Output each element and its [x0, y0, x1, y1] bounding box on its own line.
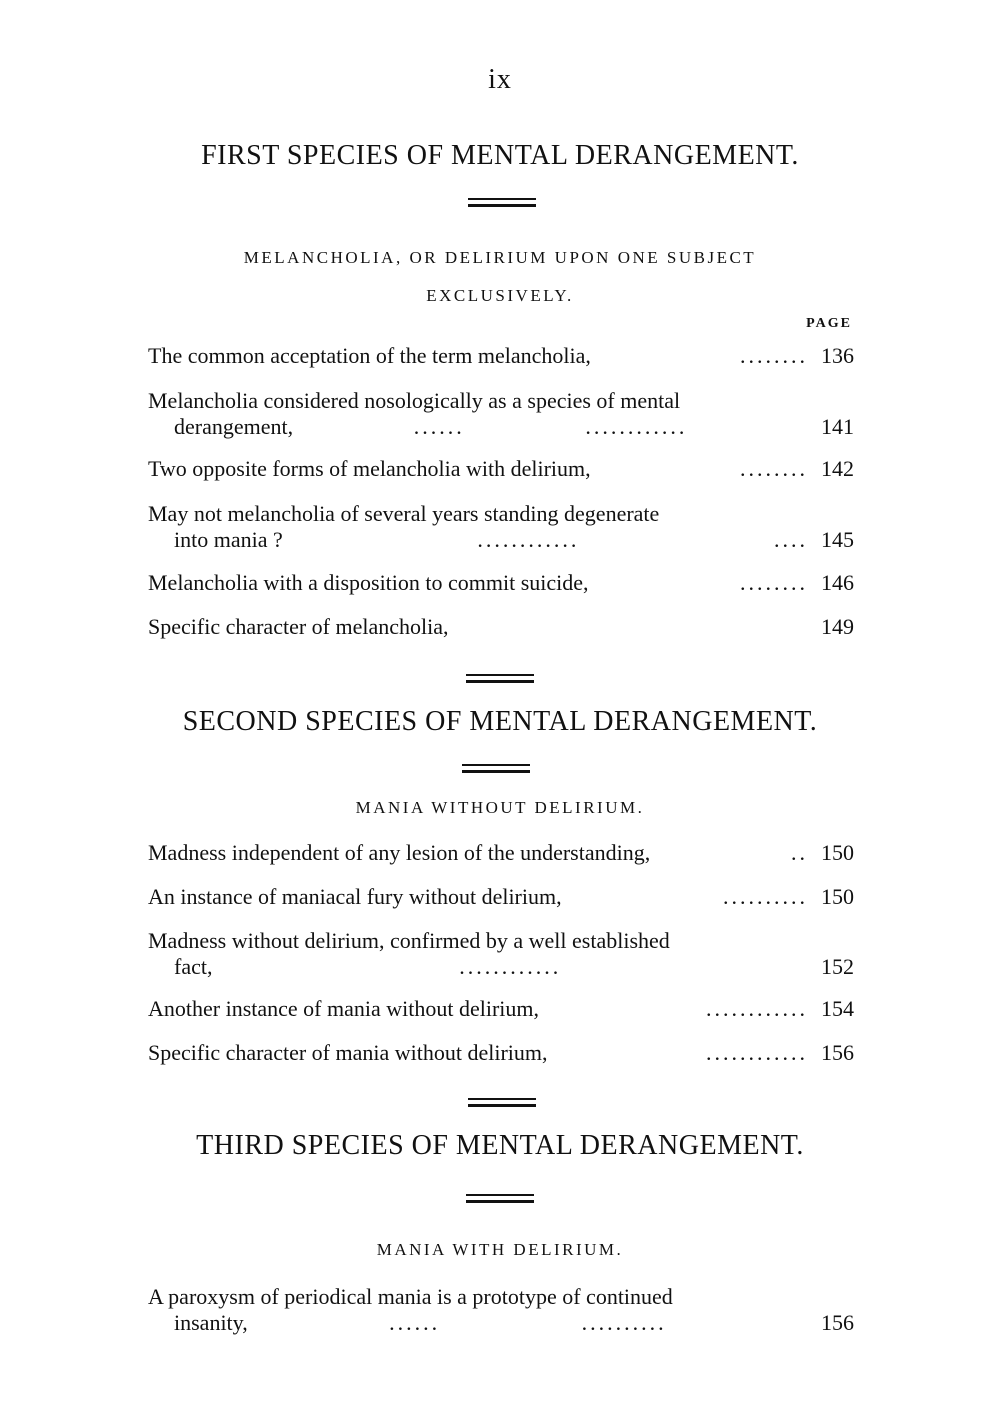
toc-entry	[148, 1284, 854, 1336]
entry-page-number: 146	[821, 570, 854, 595]
toc-entry	[148, 840, 854, 866]
entry-page-number: 152	[821, 954, 854, 979]
section-heading-third: THIRD SPECIES OF MENTAL DERANGEMENT.	[196, 1130, 804, 1161]
dot-leader: ..........	[581, 1310, 667, 1335]
toc-entry	[148, 614, 854, 640]
dot-leader: ............	[585, 414, 688, 439]
dot-leader: ............	[459, 954, 562, 979]
entry-title: Another instance of mania without delirium,	[148, 996, 540, 1021]
entry-title: Specific character of melancholia,	[148, 614, 449, 639]
dot-leader: ............	[706, 1040, 808, 1065]
toc-entry	[148, 501, 854, 553]
entry-page-number: 145	[821, 527, 854, 552]
toc-entry	[148, 570, 854, 596]
double-rule	[468, 1098, 536, 1107]
entry-title-cont: derangement,	[174, 414, 294, 439]
double-rule	[466, 674, 534, 683]
toc-entry	[148, 884, 854, 910]
entry-title: May not melancholia of several years standing degenerate	[148, 501, 660, 526]
section-subheading-second: MANIA WITHOUT DELIRIUM.	[355, 798, 645, 817]
dot-leader: ............	[477, 527, 580, 552]
page-column-label: PAGE	[806, 316, 852, 331]
entry-page-number: 149	[821, 614, 854, 639]
entry-title-cont: insanity,	[174, 1310, 248, 1335]
double-rule	[466, 1194, 534, 1203]
dot-leader: ........	[740, 570, 808, 595]
page-number: ix	[488, 64, 512, 95]
dot-leader: ....	[774, 527, 808, 552]
entry-page-number: 156	[821, 1040, 854, 1065]
dot-leader: ........	[740, 456, 808, 481]
entry-title: Madness without delirium, confirmed by a well established	[148, 928, 670, 953]
entry-title-cont: fact,	[174, 954, 213, 979]
dot-leader: ............	[706, 996, 808, 1021]
toc-entry	[148, 928, 854, 980]
entry-title: Madness independent of any lesion of the understanding,	[148, 840, 651, 865]
entry-title: Melancholia with a disposition to commit suicide,	[148, 570, 589, 595]
section-subheading-first: MELANCHOLIA, OR DELIRIUM UPON ONE SUBJECT	[243, 248, 757, 267]
section-subheading-third: MANIA WITH DELIRIUM.	[376, 1240, 624, 1259]
dot-leader: ......	[413, 414, 465, 439]
toc-entry	[148, 388, 854, 440]
dot-leader: ......	[389, 1310, 441, 1335]
entry-page-number: 141	[820, 414, 854, 439]
toc-entry	[148, 343, 854, 369]
dot-leader: ..........	[723, 884, 808, 909]
double-rule	[462, 764, 530, 773]
entry-title: Melancholia considered nosologically as a species of mental	[148, 388, 681, 413]
entry-title: Two opposite forms of melancholia with delirium,	[148, 456, 591, 481]
dot-leader: ........	[740, 343, 808, 368]
entry-title: An instance of maniacal fury without delirium,	[148, 884, 562, 909]
toc-entry	[148, 1040, 854, 1066]
entry-page-number: 150	[821, 884, 854, 909]
dot-leader: ..	[791, 840, 808, 865]
toc-entry	[148, 456, 854, 482]
entry-title-cont: into mania ?	[174, 527, 283, 552]
entry-title: A paroxysm of periodical mania is a prototype of continued	[148, 1284, 673, 1309]
double-rule	[468, 198, 536, 207]
section-subheading-first-cont: EXCLUSIVELY.	[426, 286, 574, 305]
entry-page-number: 154	[821, 996, 854, 1021]
toc-entry	[148, 996, 854, 1022]
entry-page-number: 142	[821, 456, 854, 481]
entry-title: The common acceptation of the term melancholia,	[148, 343, 591, 368]
section-heading-second: SECOND SPECIES OF MENTAL DERANGEMENT.	[182, 706, 818, 737]
entry-title: Specific character of mania without delirium,	[148, 1040, 548, 1065]
section-heading-first: FIRST SPECIES OF MENTAL DERANGEMENT.	[201, 140, 799, 171]
entry-page-number: 136	[821, 343, 854, 368]
entry-page-number: 156	[821, 1310, 854, 1335]
entry-page-number: 150	[821, 840, 854, 865]
